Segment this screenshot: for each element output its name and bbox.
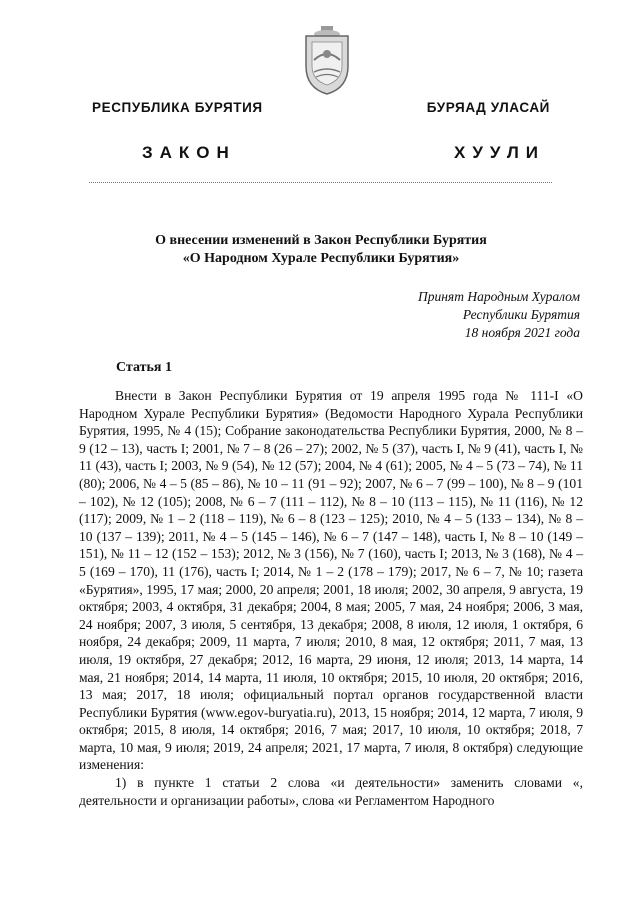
- article-body: [79, 387, 583, 809]
- document-title-line2: «О Народном Хурале Республики Бурятия»: [182, 250, 460, 266]
- article-heading: Статья 1: [116, 360, 172, 375]
- header-right-title: БУРЯАД УЛАСАЙ: [426, 100, 550, 115]
- adoption-note: [418, 288, 580, 342]
- header-left-title: РЕСПУБЛИКА БУРЯТИЯ: [92, 100, 263, 115]
- adoption-note-line1: Принят Народным Хуралом: [417, 289, 580, 304]
- header-divider: [89, 182, 552, 183]
- article-paragraph-2: 1) в пункте 1 статьи 2 слова «и деятельности» заменить словами «, деятельности и организации работы», слова «и Регламентом Народного: [79, 775, 583, 808]
- coat-of-arms-icon: [302, 24, 352, 96]
- adoption-note-line2: Республики Бурятия: [462, 307, 580, 322]
- law-label-left: ЗАКОН: [142, 143, 236, 162]
- document-title-line1: О внесении изменений в Закон Республики Бурятия: [155, 233, 487, 248]
- article-paragraph-1: Внести в Закон Республики Бурятия от 19 апреля 1995 года № 111-I «О Народном Хурале Республики Бурятия» (Ведомости Народного Хурала Республики Бурятия, 1995, № 4 (15); Собрание законодательства Республики Бурятия, 2000, № 8 – 9 (12 – 13), часть I; 2001, № 7 – 8 (26 – 27); 2002, № 5 (37), часть I, № 9 (41), часть I, № 11 (43), часть I; 2003, № 9 (54), № 12 (57); 2004, № 4 (61); 2005, № 4 – 5 (73 – 74), № 11 (80); 2006, № 4 – 5 (85 – 86), № 10 – 11 (91 – 92); 2007, № 6 – 7 (99 – 100), № 8 – 9 (101 – 102), № 12 (105); 2008, № 6 – 7 (111 – 112), № 8 – 10 (113 – 115), № 11 (116), № 12 (117); 2009, № 1 – 2 (118 – 119), № 6 – 8 (123 – 125); 2010, № 4 – 5 (133 – 134), № 8 – 10 (137 – 139); 2011, № 4 – 5 (145 – 146), № 6 – 7 (147 – 148), часть I, № 8 – 10 (149 – 151), № 11 – 12 (152 – 153); 2012, № 3 (156), № 7 (160), часть I; 2013, № 3 (168), № 4 – 5 (169 – 170), 11 (176), часть I; 2014, № 1 – 2 (178 – 179); 2017, № 6 – 7, № 10; газета «Бурятия», 1995, 17 мая; 2000, 20 апреля; 2001, 18 июля; 2002, 30 апреля, 9 августа, 19 октября; 2003, 4 октября, 31 декабря; 2004, 8 мая; 2005, 7 мая, 24 ноября; 2006, 3 мая, 24 ноября; 2007, 3 июля, 5 сентября, 13 декабря; 2008, 8 июля, 12 июля, 1 октября, 6 ноября, 24 декабря; 2009, 11 марта, 7 июля; 2010, 8 мая, 12 октября; 2011, 7 мая, 13 июля, 19 октября, 27 декабря; 2012, 16 марта, 29 июня, 12 июля; 2013, 14 марта, 14 мая, 21 ноября; 2014, 14 марта, 11 июля, 10 октября; 2015, 10 июля, 20 октября; 2016, 13 мая; 2017, 18 июля; официальный портал органов государственной власти Республики Бурятия (www.egov-buryatia.ru), 2013, 15 ноября; 2014, 12 марта, 7 июля, 9 октября; 2015, 8 июля, 14 октября; 2016, 7 мая; 2017, 10 июля, 10 октября; 2018, 7 марта, 10 мая, 9 июля; 2019, 24 апреля; 2021, 17 марта, 7 июля, 8 октября) следующие изменения:: [79, 388, 583, 773]
- document-title: [90, 232, 552, 267]
- law-label-right: ХУУЛИ: [454, 143, 545, 162]
- adoption-note-line3: 18 ноября 2021 года: [464, 325, 580, 340]
